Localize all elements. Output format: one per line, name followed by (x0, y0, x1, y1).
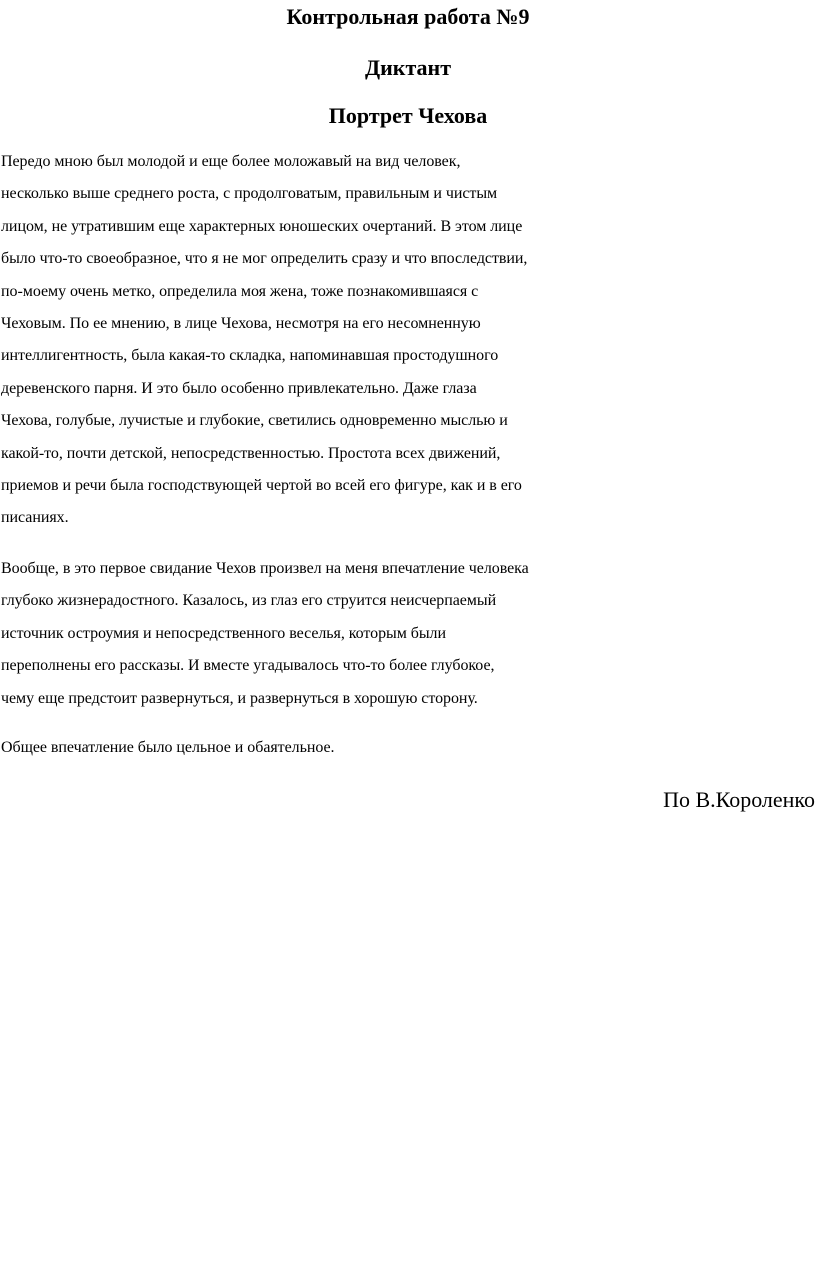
paragraph-line: переполнены его рассказы. И вместе угадывалось что-то более глубокое, (1, 657, 495, 675)
paragraph-line: писаниях. (1, 509, 69, 527)
paragraph-3 (1, 732, 816, 764)
paragraph-line: Общее впечатление было цельное и обаятельное. (1, 739, 335, 756)
paragraph-line: деревенского парня. И это было особенно привлекательно. Даже глаза (1, 379, 477, 397)
document-subtitle: Диктант (364, 55, 452, 80)
paragraph-line: лицом, не утратившим еще характерных юношеских очертаний. В этом лице (1, 217, 523, 235)
paragraph-line: Чехова, голубые, лучистые и глубокие, светились одновременно мыслью и (1, 412, 508, 430)
paragraph-line: Передо мною был молодой и еще более моложавый на вид человек, (1, 153, 461, 170)
document-title: Контрольная работа №9 (286, 4, 530, 29)
paragraph-line: источник остроумия и непосредственного веселья, которым были (1, 624, 447, 642)
paragraph-line: приемов и речи была господствующей чертой во всей его фигуре, как и в его (1, 477, 522, 495)
paragraph-line: Вообще, в это первое свидание Чехов произвел на меня впечатление человека (1, 560, 529, 577)
paragraph-line: какой-то, почти детской, непосредственностью. Простота всех движений, (1, 444, 501, 462)
paragraph-2 (1, 553, 816, 715)
paragraph-line: несколько выше среднего роста, с продолговатым, правильным и чистым (1, 185, 498, 203)
paragraph-line: чему еще предстоит развернуться, и развернуться в хорошую сторону. (1, 689, 478, 707)
paragraph-line: интеллигентность, была какая-то складка, напоминавшая простодушного (1, 347, 499, 365)
paragraph-line: глубоко жизнерадостного. Казалось, из глаз его струится неисчерпаемый (1, 592, 497, 610)
paragraph-line: Чеховым. По ее мнению, в лице Чехова, несмотря на его несомненную (1, 315, 481, 333)
paragraph-line: было что-то своеобразное, что я не мог определить сразу и что впоследствии, (1, 250, 528, 268)
text-title: Портрет Чехова (328, 103, 488, 128)
paragraph-1 (1, 146, 816, 535)
paragraph-line: по-моему очень метко, определила моя жена, тоже познакомившаяся с (1, 282, 479, 300)
author-signature: По В.Короленко (663, 787, 815, 812)
